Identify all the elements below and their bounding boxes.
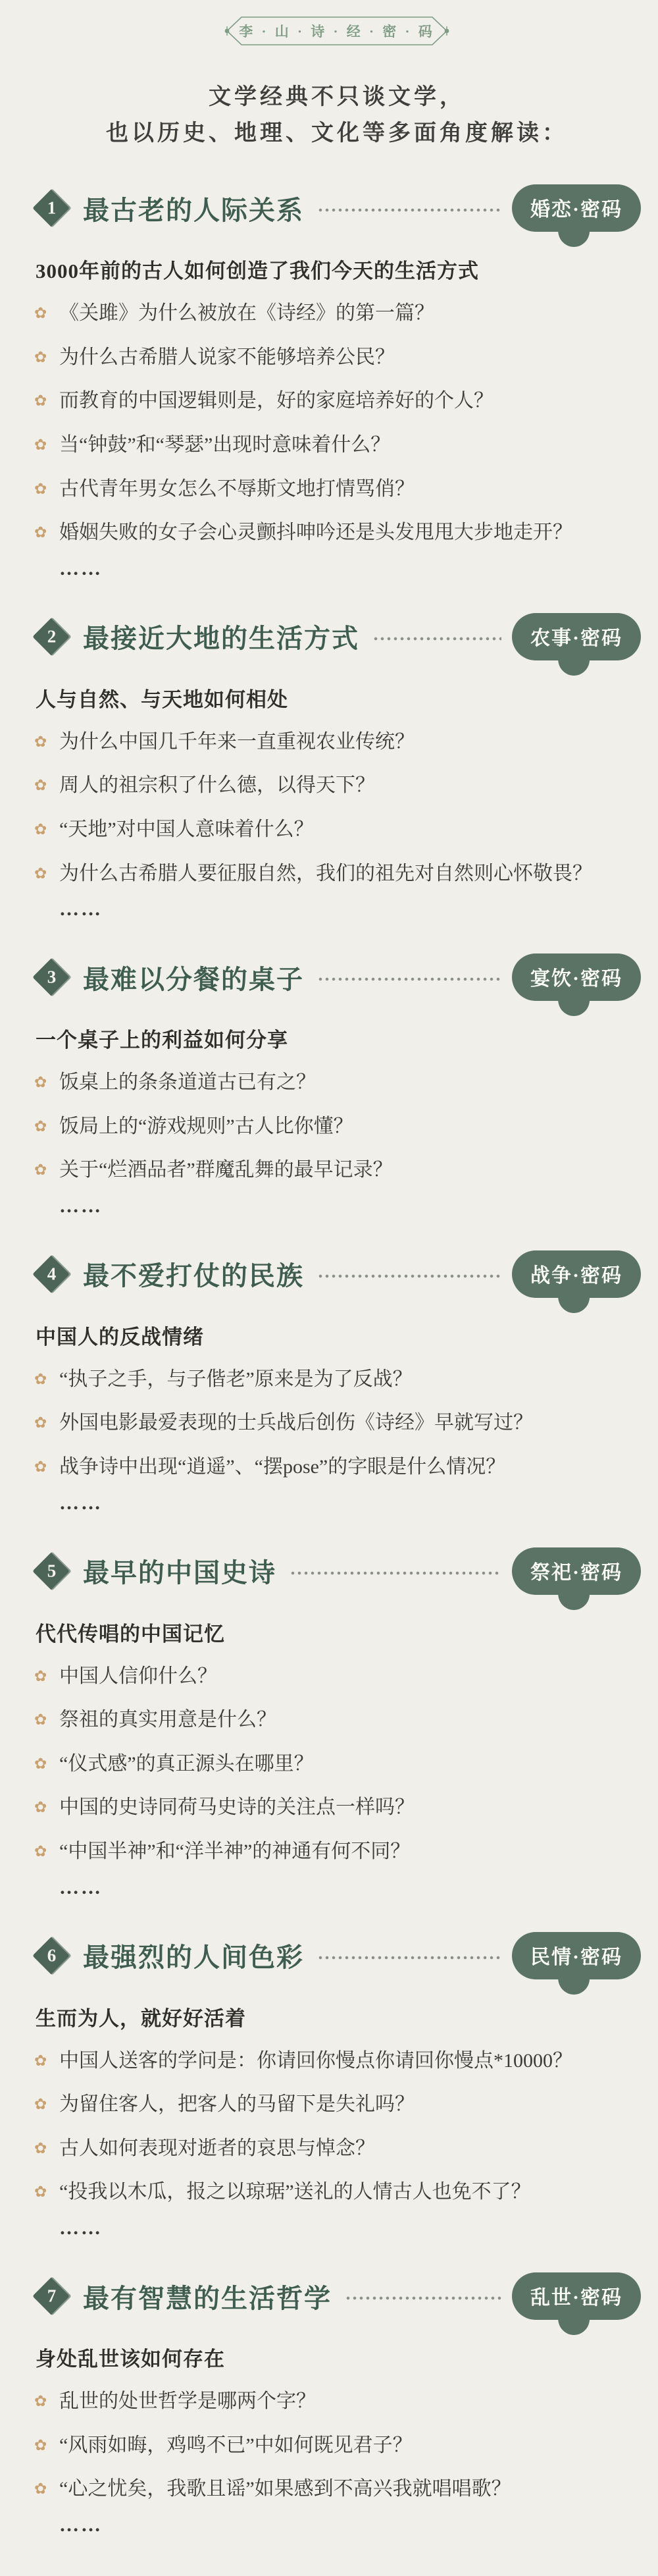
ellipsis: ……	[59, 898, 103, 921]
question-item	[33, 431, 641, 460]
section	[33, 1547, 641, 1899]
question-list	[33, 2047, 641, 2207]
flower-bullet-icon: ✿	[34, 2436, 47, 2454]
dotted-leader	[317, 1274, 501, 1278]
category-tag-label: 乱世·密码	[530, 2287, 622, 2309]
section-title: 最早的中国史诗	[83, 1558, 276, 1588]
category-tag	[512, 2272, 641, 2320]
question-item	[33, 2432, 641, 2460]
sections	[33, 184, 641, 2536]
category-tag-label: 宴饮·密码	[530, 968, 622, 990]
intro-line-2: 也以历史、地理、文化等多面角度解读：	[106, 121, 568, 146]
question-text: 祭祖的真实用意是什么？	[59, 1709, 276, 1731]
section-number: 7	[47, 2286, 57, 2306]
section	[33, 2272, 641, 2536]
section-number: 6	[47, 1945, 57, 1966]
section-number-badge	[32, 2276, 71, 2315]
question-item	[33, 1113, 641, 1141]
section-subtitle: 生而为人，就好好活着	[36, 2006, 246, 2030]
tag-tail-icon	[558, 230, 590, 247]
question-text: “投我以木瓜，报之以琼琚”送礼的人情古人也免不了？	[59, 2181, 531, 2203]
question-list	[33, 300, 641, 547]
section-number-badge	[32, 617, 71, 656]
question-text: “仪式感”的真正源头在哪里？	[59, 1752, 314, 1775]
question-item	[33, 1706, 641, 1734]
question-list	[33, 1069, 641, 1185]
flower-bullet-icon: ✿	[34, 865, 47, 882]
flower-bullet-icon: ✿	[34, 1755, 47, 1772]
intro-line-1: 文学经典不只谈文学，	[209, 85, 465, 109]
question-text: 周人的祖宗积了什么德，以得天下？	[59, 774, 375, 797]
tag-tail-icon	[558, 1594, 590, 1610]
section-header	[33, 1932, 641, 1979]
flower-bullet-icon: ✿	[34, 820, 47, 838]
category-tag	[512, 613, 641, 660]
question-text: “风雨如晦，鸡鸣不已”中如何既见君子？	[59, 2434, 413, 2456]
brand-label: 李 · 山 · 诗 · 经 · 密 · 码	[239, 24, 435, 40]
flower-bullet-icon: ✿	[34, 480, 47, 497]
ellipsis: ……	[59, 557, 103, 579]
question-text: 《关雎》为什么被放在《诗经》的第一篇？	[59, 302, 434, 325]
intro-heading	[33, 79, 641, 151]
flower-bullet-icon: ✿	[34, 2096, 47, 2113]
question-text: 中国的史诗同荷马史诗的关注点一样吗？	[59, 1796, 415, 1819]
section-subtitle: 人与自然、与天地如何相处	[36, 687, 288, 711]
question-item	[33, 2047, 641, 2076]
dotted-leader	[345, 2296, 501, 2300]
section-number: 5	[47, 1561, 57, 1581]
flower-bullet-icon: ✿	[34, 1074, 47, 1091]
question-list	[33, 1366, 641, 1482]
section-header	[33, 184, 641, 232]
section-number: 4	[47, 1264, 57, 1284]
question-item	[33, 344, 641, 372]
question-item	[33, 1409, 641, 1437]
category-tag	[512, 1932, 641, 1979]
ellipsis: ……	[59, 1491, 103, 1514]
tag-tail-icon	[558, 1978, 590, 1995]
question-item	[33, 2178, 641, 2207]
section-title: 最有智慧的生活哲学	[83, 2283, 332, 2313]
question-item	[33, 1663, 641, 1691]
question-text: “执子之手，与子偕老”原来是为了反战？	[59, 1368, 413, 1390]
question-text: 乱世的处世哲学是哪两个字？	[59, 2390, 316, 2412]
question-text: 为留住客人，把客人的马留下是失礼吗？	[59, 2093, 415, 2116]
question-text: 中国人信仰什么？	[59, 1665, 217, 1687]
question-item	[33, 387, 641, 416]
flower-bullet-icon: ✿	[34, 1459, 47, 1476]
section-number: 1	[47, 198, 57, 218]
section-number-badge	[32, 1936, 71, 1975]
category-tag	[512, 1547, 641, 1595]
dotted-leader	[317, 977, 501, 981]
ellipsis: ……	[59, 2513, 103, 2536]
tag-tail-icon	[558, 1297, 590, 1313]
question-item	[33, 816, 641, 844]
flower-bullet-icon: ✿	[34, 348, 47, 365]
dotted-leader	[372, 637, 501, 641]
section-title: 最不爱打仗的民族	[83, 1261, 304, 1291]
question-item	[33, 1069, 641, 1097]
question-text: 古人如何表现对逝者的哀思与悼念？	[59, 2137, 375, 2159]
section-title: 最难以分餐的桌子	[83, 964, 304, 994]
tag-tail-icon	[558, 659, 590, 676]
question-item	[33, 1750, 641, 1779]
question-text: 饭桌上的条条道道古已有之？	[59, 1071, 316, 1094]
section-title: 最接近大地的生活方式	[83, 624, 359, 654]
flower-bullet-icon: ✿	[34, 1843, 47, 1860]
question-item	[33, 1838, 641, 1866]
question-item	[33, 1453, 641, 1482]
question-item	[33, 1366, 641, 1394]
question-item	[33, 519, 641, 547]
question-text: 婚姻失败的女子会心灵颤抖呻吟还是头发甩甩大步地走开？	[59, 522, 572, 544]
flower-bullet-icon: ✿	[34, 436, 47, 453]
ellipsis: ……	[59, 1876, 103, 1898]
section-subtitle: 3000年前的古人如何创造了我们今天的生活方式	[36, 259, 479, 283]
question-text: 关于“烂酒品者”群魔乱舞的最早记录？	[59, 1159, 393, 1181]
question-text: “天地”对中国人意味着什么？	[59, 818, 314, 840]
section-number: 2	[47, 626, 57, 647]
section-header	[33, 1250, 641, 1298]
section-number: 3	[47, 967, 57, 987]
section-subtitle: 中国人的反战情绪	[36, 1325, 204, 1349]
section-header	[33, 613, 641, 660]
category-tag-label: 民情·密码	[530, 1946, 622, 1968]
category-tag	[512, 953, 641, 1001]
question-item	[33, 2388, 641, 2416]
flower-bullet-icon: ✿	[34, 1711, 47, 1729]
flower-bullet-icon: ✿	[34, 1117, 47, 1135]
flower-bullet-icon: ✿	[34, 1370, 47, 1387]
section	[33, 1932, 641, 2240]
section-number-badge	[32, 1551, 71, 1590]
question-text: 而教育的中国逻辑则是，好的家庭培养好的个人？	[59, 390, 494, 412]
brand-plaque	[33, 12, 641, 50]
flower-bullet-icon: ✿	[34, 305, 47, 322]
section	[33, 184, 641, 580]
flower-bullet-icon: ✿	[34, 1667, 47, 1684]
section-subtitle: 一个桌子上的利益如何分享	[36, 1029, 288, 1052]
dotted-leader	[290, 1571, 501, 1575]
dotted-leader	[317, 1956, 501, 1960]
question-list	[33, 2388, 641, 2504]
section-number-badge	[32, 957, 71, 996]
tag-tail-icon	[558, 2319, 590, 2335]
flower-bullet-icon: ✿	[34, 2393, 47, 2409]
question-text: 外国电影最爱表现的士兵战后创伤《诗经》早就写过？	[59, 1412, 533, 1434]
question-text: 中国人送客的学问是：你请回你慢点你请回你慢点*10000？	[59, 2049, 572, 2072]
category-tag-label: 祭祀·密码	[530, 1561, 622, 1584]
flower-bullet-icon: ✿	[34, 2184, 47, 2201]
flower-bullet-icon: ✿	[34, 1414, 47, 1432]
question-item	[33, 1156, 641, 1185]
question-item	[33, 2135, 641, 2163]
ellipsis: ……	[59, 2217, 103, 2239]
question-text: 为什么古希腊人要征服自然，我们的祖先对自然则心怀敬畏？	[59, 862, 592, 884]
question-item	[33, 300, 641, 328]
tag-tail-icon	[558, 1000, 590, 1016]
flower-bullet-icon: ✿	[34, 2481, 47, 2498]
ellipsis: ……	[59, 1194, 103, 1217]
category-tag-label: 婚恋·密码	[530, 199, 622, 221]
section-title: 最强烈的人间色彩	[83, 1943, 304, 1973]
flower-bullet-icon: ✿	[34, 392, 47, 410]
section-title: 最古老的人际关系	[83, 195, 304, 225]
section	[33, 1250, 641, 1515]
question-text: 为什么古希腊人说家不能够培养公民？	[59, 346, 395, 368]
section-subtitle: 身处乱世该如何存在	[36, 2348, 225, 2371]
flower-bullet-icon: ✿	[34, 2139, 47, 2157]
flower-bullet-icon: ✿	[34, 524, 47, 541]
section-header	[33, 2272, 641, 2320]
question-item	[33, 2091, 641, 2119]
flower-bullet-icon: ✿	[34, 1162, 47, 1179]
question-text: 战争诗中出现“逍遥”、“摆pose”的字眼是什么情况？	[59, 1456, 506, 1478]
question-item	[33, 860, 641, 888]
section-number-badge	[32, 1254, 71, 1293]
question-text: 当“钟鼓”和“琴瑟”出现时意味着什么？	[59, 433, 391, 456]
section-header	[33, 953, 641, 1001]
section-subtitle: 代代传唱的中国记忆	[36, 1622, 225, 1646]
category-tag	[512, 1250, 641, 1298]
category-tag	[512, 184, 641, 232]
question-list	[33, 728, 641, 888]
question-item	[33, 772, 641, 800]
section	[33, 953, 641, 1218]
question-list	[33, 1663, 641, 1866]
question-text: 为什么中国几千年来一直重视农业传统？	[59, 730, 415, 753]
question-item	[33, 2475, 641, 2504]
flower-bullet-icon: ✿	[34, 1799, 47, 1816]
flower-bullet-icon: ✿	[34, 733, 47, 750]
question-text: 饭局上的“游戏规则”古人比你懂？	[59, 1115, 353, 1137]
section-number-badge	[32, 188, 71, 227]
dotted-leader	[317, 208, 501, 212]
question-item	[33, 728, 641, 757]
flower-bullet-icon: ✿	[34, 2052, 47, 2069]
question-text: 古代青年男女怎么不辱斯文地打情骂俏？	[59, 477, 415, 500]
section-header	[33, 1547, 641, 1595]
question-text: “中国半神”和“洋半神”的神通有何不同？	[59, 1840, 411, 1863]
section	[33, 613, 641, 921]
category-tag-label: 农事·密码	[530, 627, 622, 649]
question-item	[33, 1794, 641, 1822]
flower-bullet-icon: ✿	[34, 777, 47, 794]
category-tag-label: 战争·密码	[530, 1264, 622, 1287]
question-item	[33, 475, 641, 504]
question-text: “心之忧矣，我歌且谣”如果感到不高兴我就唱唱歌？	[59, 2478, 511, 2500]
